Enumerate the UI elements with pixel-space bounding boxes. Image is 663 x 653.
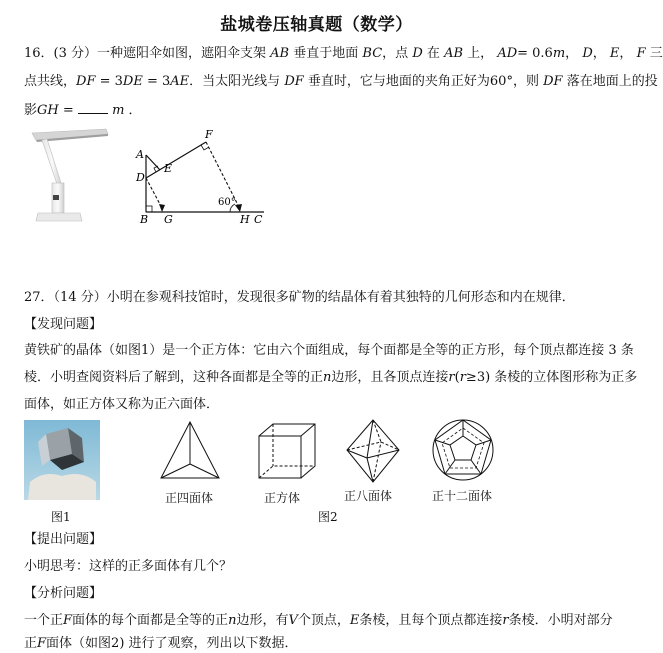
polyhedra-figure <box>155 416 515 486</box>
lamp-arm <box>42 139 62 187</box>
section-analyze: 【分析问题】 <box>24 586 103 601</box>
text: 影 <box>24 103 38 118</box>
rock-base <box>28 474 96 500</box>
text: 垂直于地面 <box>293 46 359 61</box>
label-c: C <box>254 213 263 226</box>
text: 面体（如图2) 进行了观察，列出以下数据． <box>46 636 298 651</box>
var-v: V <box>288 613 298 628</box>
var-d: D <box>412 46 423 61</box>
label-a: A <box>136 148 144 161</box>
var-f: F <box>37 636 47 651</box>
text: ． <box>128 103 142 118</box>
lamp-base <box>36 213 82 221</box>
caption-cube: 正方体 <box>264 491 301 505</box>
var-df: DF <box>284 74 304 89</box>
text: 上， <box>467 46 494 61</box>
text: 边形，有 <box>236 613 289 628</box>
q27-para-6 <box>24 635 298 653</box>
var-r: r <box>459 370 466 385</box>
text: 16．(3 分）一种遮阳伞如图，遮阳伞支架 <box>24 46 267 61</box>
dodecahedron <box>433 420 493 480</box>
text: = 3 <box>99 74 123 89</box>
q27-line-1: 27．（14 分）小明在参观科技馆时，发现很多矿物的结晶体有着其独特的几何形态和内在规律． <box>24 290 575 305</box>
var-r: r <box>502 613 509 628</box>
text: 棱．小明查阅资料后了解到，这种各面都是全等的正 <box>24 370 324 385</box>
var-r: r <box>448 370 455 385</box>
answer-blank[interactable] <box>78 101 108 114</box>
caption-octahedron: 正八面体 <box>344 489 393 503</box>
label-60: 60° <box>218 197 236 208</box>
q16-line-2 <box>24 73 658 91</box>
var-d: D <box>582 46 593 61</box>
var-e: E <box>349 613 360 628</box>
text: = <box>62 103 74 118</box>
octahedron <box>347 420 399 482</box>
lamp-switch <box>53 195 59 200</box>
pyrite-photo <box>24 420 100 500</box>
arrow-h <box>235 204 242 212</box>
q27-para-5 <box>24 612 613 630</box>
line-df <box>146 142 206 178</box>
text: 条棱．小明对部分 <box>508 613 613 628</box>
var-e: E <box>609 46 620 61</box>
var-m: m <box>552 46 566 61</box>
var-n: n <box>228 613 237 628</box>
label-g: G <box>164 213 173 226</box>
label-e: E <box>164 162 173 175</box>
page-title: 盐城卷压轴真题（数学） <box>220 15 413 35</box>
text: = 3 <box>146 74 171 89</box>
var-ab: AB <box>270 46 290 61</box>
q27-para-3: 面体，如正方体又称为正六面体． <box>24 397 220 412</box>
text: ≥3) 条棱的立体图形称为正多 <box>465 370 638 385</box>
var-df: DF <box>543 74 563 89</box>
text: 个顶点， <box>297 613 350 628</box>
text: 黄铁矿的晶体（如图1）是一个正方体：它由六个面组成，每个面都是全等的正方形，每个顶点都连接 3 条 <box>24 343 634 358</box>
section-discover: 【发现问题】 <box>24 317 103 332</box>
var-f: F <box>636 46 646 61</box>
var-bc: BC <box>362 46 383 61</box>
var-df: DF <box>76 74 96 89</box>
text: 垂直时，它与地面的夹角正好为60°，则 <box>307 74 539 89</box>
label-d: D <box>136 171 145 184</box>
text: 条棱，且每个顶点都连接 <box>359 613 503 628</box>
caption-dodecahedron: 正十二面体 <box>432 489 493 503</box>
line-ae <box>146 155 160 170</box>
var-ad: AD <box>497 46 518 61</box>
q16-line-1 <box>24 45 663 63</box>
arrow-g <box>159 204 165 212</box>
text: ( <box>454 370 460 385</box>
lamp-photo <box>24 125 114 225</box>
text: 三 <box>649 46 663 61</box>
caption-fig2: 图2 <box>318 510 338 524</box>
section-question: 【提出问题】 <box>24 532 103 547</box>
cube <box>259 424 315 478</box>
text: ，点 <box>382 46 409 61</box>
var-m: m <box>112 103 125 118</box>
text: 面体的每个面都是全等的正 <box>72 613 229 628</box>
geometry-diagram <box>132 125 282 225</box>
label-b: B <box>140 213 149 226</box>
right-angle-b <box>146 206 152 212</box>
text: 在 <box>426 46 440 61</box>
text: 正 <box>24 636 38 651</box>
right-angle-f <box>201 145 209 150</box>
tetrahedron <box>161 422 219 478</box>
text: ， <box>565 46 579 61</box>
var-ae: AE <box>170 74 190 89</box>
text: 点共线， <box>24 74 77 89</box>
text: 落在地面上的投 <box>566 74 658 89</box>
q27-para-4: 小明思考：这样的正多面体有几个？ <box>24 559 233 574</box>
var-n: n <box>323 370 332 385</box>
text: ， <box>619 46 633 61</box>
text: ．当太阳光线与 <box>189 74 281 89</box>
var-de: DE <box>122 74 143 89</box>
text: 边形，且各顶点连接 <box>331 370 449 385</box>
label-f: F <box>205 128 213 141</box>
var-f: F <box>63 613 73 628</box>
q16-line-3 <box>24 101 142 120</box>
text: ， <box>592 46 606 61</box>
text: = 0.6 <box>517 46 553 61</box>
caption-tetrahedron: 正四面体 <box>165 491 214 505</box>
sun-ray-dg <box>146 178 162 208</box>
caption-fig1: 图1 <box>51 510 71 524</box>
label-h: H <box>240 213 250 226</box>
var-gh: GH <box>37 103 59 118</box>
var-ab: AB <box>444 46 464 61</box>
q27-para-2 <box>24 369 637 387</box>
text: 一个正 <box>24 613 64 628</box>
q27-para-1 <box>24 342 634 360</box>
